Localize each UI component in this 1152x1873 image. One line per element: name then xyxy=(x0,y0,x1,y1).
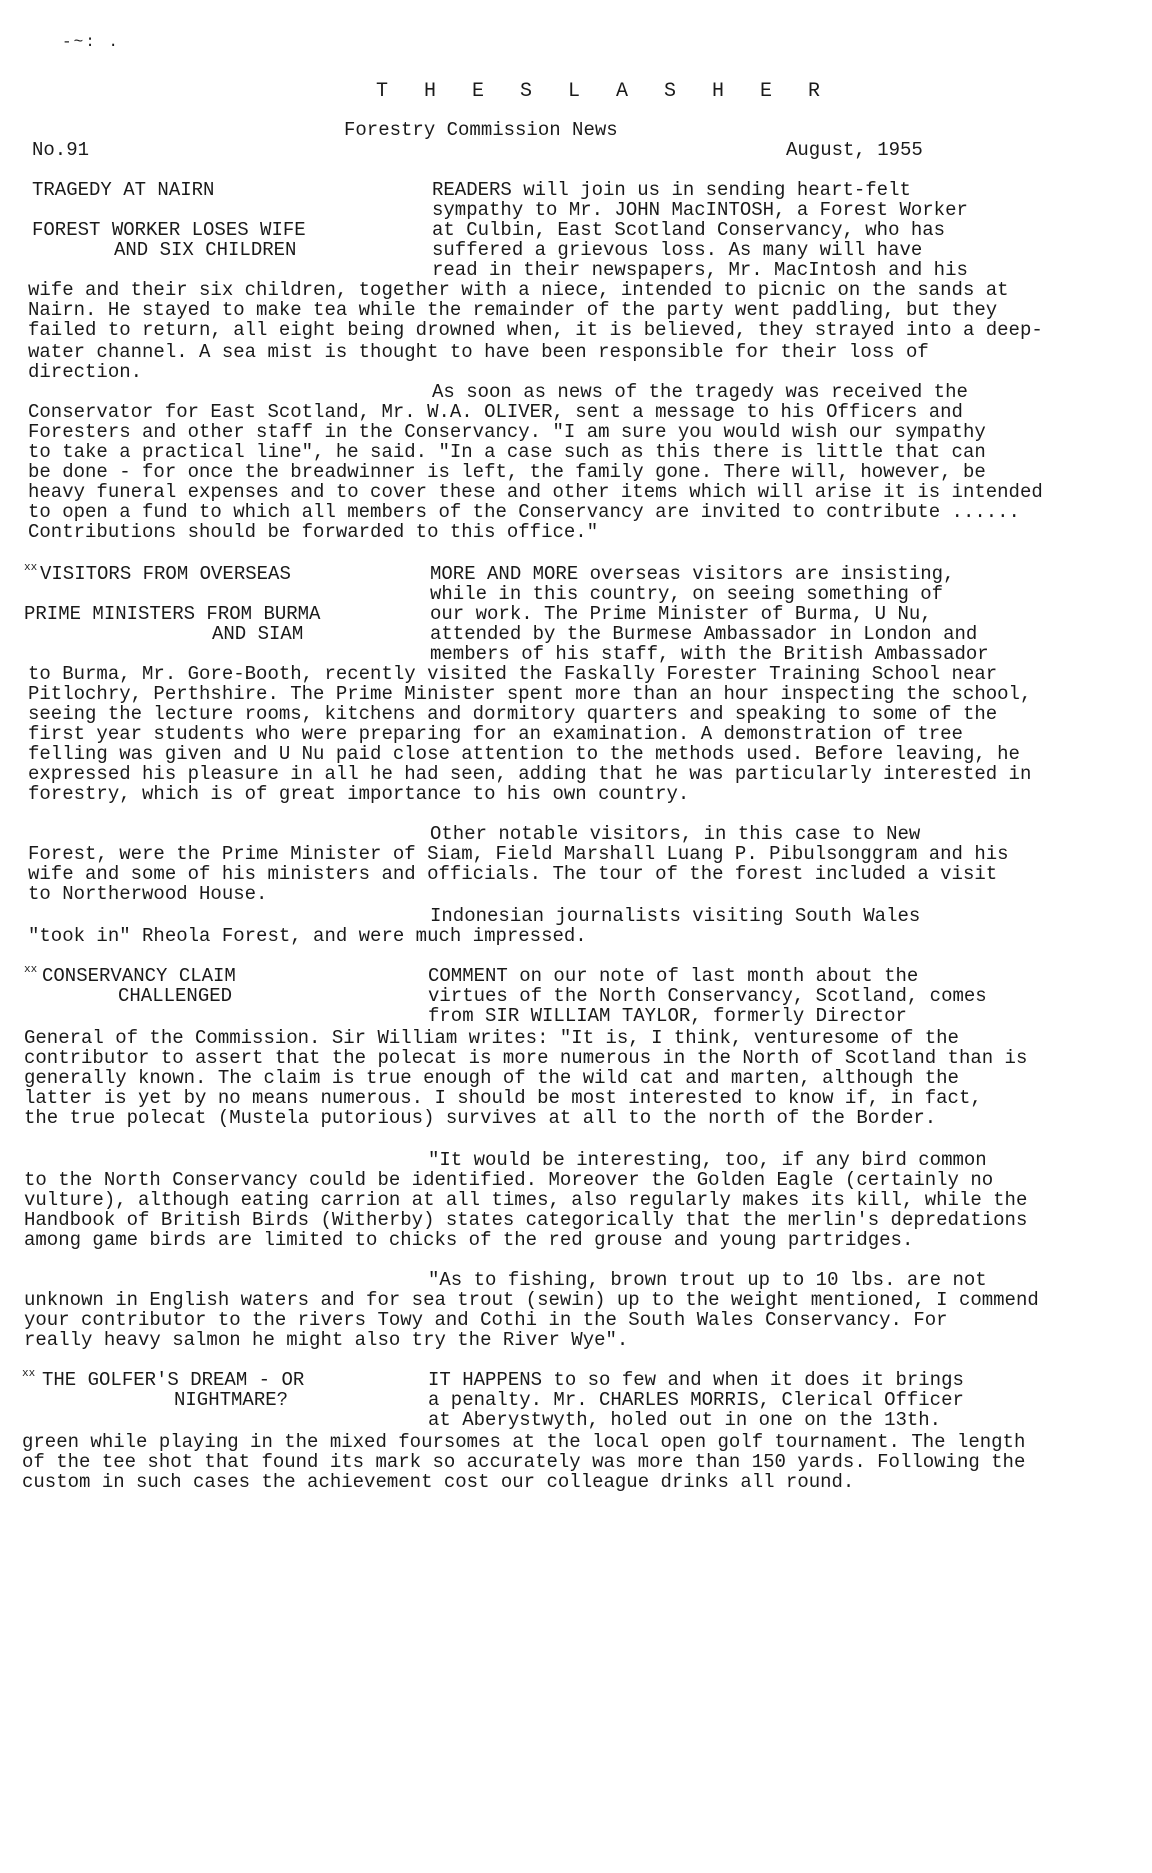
text-line: attended by the Burmese Ambassador in London and xyxy=(430,623,978,645)
text-line: forestry, which is of great importance to his own country. xyxy=(28,783,690,805)
text-line: to Burma, Mr. Gore-Booth, recently visited the Faskally Forester Training School near xyxy=(28,663,998,685)
text-line: Forest, were the Prime Minister of Siam, Field Marshall Luang P. Pibulsonggram and his xyxy=(28,843,1009,865)
text-line: General of the Commission. Sir William writes: "It is, I think, venturesome of the xyxy=(24,1027,959,1049)
article-subheading: CHALLENGED xyxy=(118,985,233,1007)
article-heading: THE GOLFER'S DREAM - OR xyxy=(42,1369,305,1391)
text-line: your contributor to the rivers Towy and Cothi in the South Wales Conservancy. For xyxy=(24,1309,948,1331)
text-line: wife and their six children, together with a niece, intended to picnic on the sands at xyxy=(28,279,1009,301)
section-mark: xx xyxy=(24,964,38,976)
text-line: seeing the lecture rooms, kitchens and dormitory quarters and speaking to some of the xyxy=(28,703,998,725)
text-line: unknown in English waters and for sea trout (sewin) up to the weight mentioned, I commend xyxy=(24,1289,1039,1311)
text-line: to Northerwood House. xyxy=(28,883,268,905)
text-line: be done - for once the breadwinner is left, the family gone. There will, however, be xyxy=(28,461,986,483)
text-line: generally known. The claim is true enough of the wild cat and marten, although the xyxy=(24,1067,959,1089)
text-line: "took in" Rheola Forest, and were much impressed. xyxy=(28,925,587,947)
text-line: to take a practical line", he said. "In a case such as this there is little that can xyxy=(28,441,986,463)
text-line: IT HAPPENS to so few and when it does it brings xyxy=(428,1369,964,1391)
text-line: virtues of the North Conservancy, Scotland, comes xyxy=(428,985,987,1007)
newsletter-title: T H E S L A S H E R xyxy=(376,80,833,103)
text-line: expressed his pleasure in all he had seen, adding that he was particularly interested in xyxy=(28,763,1032,785)
text-line: latter is yet by no means numerous. I should be most interested to know if, in fact, xyxy=(24,1087,982,1109)
text-line: members of his staff, with the British Ambassador xyxy=(430,643,989,665)
text-line: heavy funeral expenses and to cover these and other items which will arise it is intended xyxy=(28,481,1043,503)
text-line: sympathy to Mr. JOHN MacINTOSH, a Forest Worker xyxy=(432,199,968,221)
text-line: suffered a grievous loss. As many will have xyxy=(432,239,923,261)
article-subheading: AND SIX CHILDREN xyxy=(114,239,297,261)
text-line: "It would be interesting, too, if any bird common xyxy=(428,1149,987,1171)
text-line: first year students who were preparing for an examination. A demonstration of tree xyxy=(28,723,963,745)
text-line: felling was given and U Nu paid close attention to the methods used. Before leaving, he xyxy=(28,743,1020,765)
text-line: from SIR WILLIAM TAYLOR, formerly Director xyxy=(428,1005,907,1027)
text-line: contributor to assert that the polecat is more numerous in the North of Scotland than is xyxy=(24,1047,1028,1069)
scan-marks: -~: . xyxy=(62,33,121,51)
text-line: Handbook of British Birds (Witherby) states categorically that the merlin's depredations xyxy=(24,1209,1028,1231)
text-line: at Culbin, East Scotland Conservancy, who has xyxy=(432,219,946,241)
text-line: read in their newspapers, Mr. MacIntosh and his xyxy=(432,259,968,281)
text-line: direction. xyxy=(28,361,143,383)
text-line: vulture), although eating carrion at all times, also regularly makes its kill, while the xyxy=(24,1189,1028,1211)
text-line: MORE AND MORE overseas visitors are insisting, xyxy=(430,563,955,585)
text-line: custom in such cases the achievement cost our colleague drinks all round. xyxy=(22,1471,855,1493)
section-mark: xx xyxy=(22,1368,36,1380)
article-subheading: PRIME MINISTERS FROM BURMA xyxy=(24,603,321,625)
text-line: at Aberystwyth, holed out in one on the 13th. xyxy=(428,1409,942,1431)
text-line: while in this country, on seeing something of xyxy=(430,583,944,605)
article-subheading: FOREST WORKER LOSES WIFE xyxy=(32,219,306,241)
text-line: really heavy salmon he might also try the River Wye". xyxy=(24,1329,629,1351)
text-line: Other notable visitors, in this case to New xyxy=(430,823,921,845)
text-line: READERS will join us in sending heart-felt xyxy=(432,179,911,201)
text-line: failed to return, all eight being drowned when, it is believed, they strayed into a deep- xyxy=(28,319,1043,341)
text-line: Foresters and other staff in the Conservancy. "I am sure you would wish our sympathy xyxy=(28,421,986,443)
issue-number: No.91 xyxy=(32,139,90,161)
text-line: COMMENT on our note of last month about the xyxy=(428,965,919,987)
text-line: to open a fund to which all members of the Conservancy are invited to contribute ...... xyxy=(28,501,1020,523)
text-line: a penalty. Mr. CHARLES MORRIS, Clerical Officer xyxy=(428,1389,964,1411)
text-line: to the North Conservancy could be identified. Moreover the Golden Eagle (certainly no xyxy=(24,1169,994,1191)
text-line: wife and some of his ministers and officials. The tour of the forest included a visit xyxy=(28,863,998,885)
text-line: Conservator for East Scotland, Mr. W.A. OLIVER, sent a message to his Officers and xyxy=(28,401,963,423)
text-line: Nairn. He stayed to make tea while the remainder of the party went paddling, but they xyxy=(28,299,998,321)
article-heading: CONSERVANCY CLAIM xyxy=(42,965,236,987)
article-heading: TRAGEDY AT NAIRN xyxy=(32,179,215,201)
article-subheading: AND SIAM xyxy=(212,623,304,645)
article-subheading: NIGHTMARE? xyxy=(174,1389,289,1411)
text-line: the true polecat (Mustela putorious) survives at all to the north of the Border. xyxy=(24,1107,937,1129)
article-heading: VISITORS FROM OVERSEAS xyxy=(40,563,291,585)
text-line: of the tee shot that found its mark so accurately was more than 150 yards. Following the xyxy=(22,1451,1026,1473)
text-line: our work. The Prime Minister of Burma, U Nu, xyxy=(430,603,932,625)
text-line: water channel. A sea mist is thought to have been responsible for their loss of xyxy=(28,341,929,363)
text-line: green while playing in the mixed foursomes at the local open golf tournament. The length xyxy=(22,1431,1026,1453)
section-mark: xx xyxy=(24,562,38,574)
text-line: As soon as news of the tragedy was received the xyxy=(432,381,968,403)
text-line: among game birds are limited to chicks of the red grouse and young partridges. xyxy=(24,1229,914,1251)
text-line: Pitlochry, Perthshire. The Prime Minister spent more than an hour inspecting the school, xyxy=(28,683,1032,705)
text-line: Contributions should be forwarded to this office." xyxy=(28,521,599,543)
issue-date: August, 1955 xyxy=(786,139,923,161)
text-line: Indonesian journalists visiting South Wales xyxy=(430,905,921,927)
text-line: "As to fishing, brown trout up to 10 lbs. are not xyxy=(428,1269,987,1291)
newsletter-subtitle: Forestry Commission News xyxy=(344,119,618,141)
